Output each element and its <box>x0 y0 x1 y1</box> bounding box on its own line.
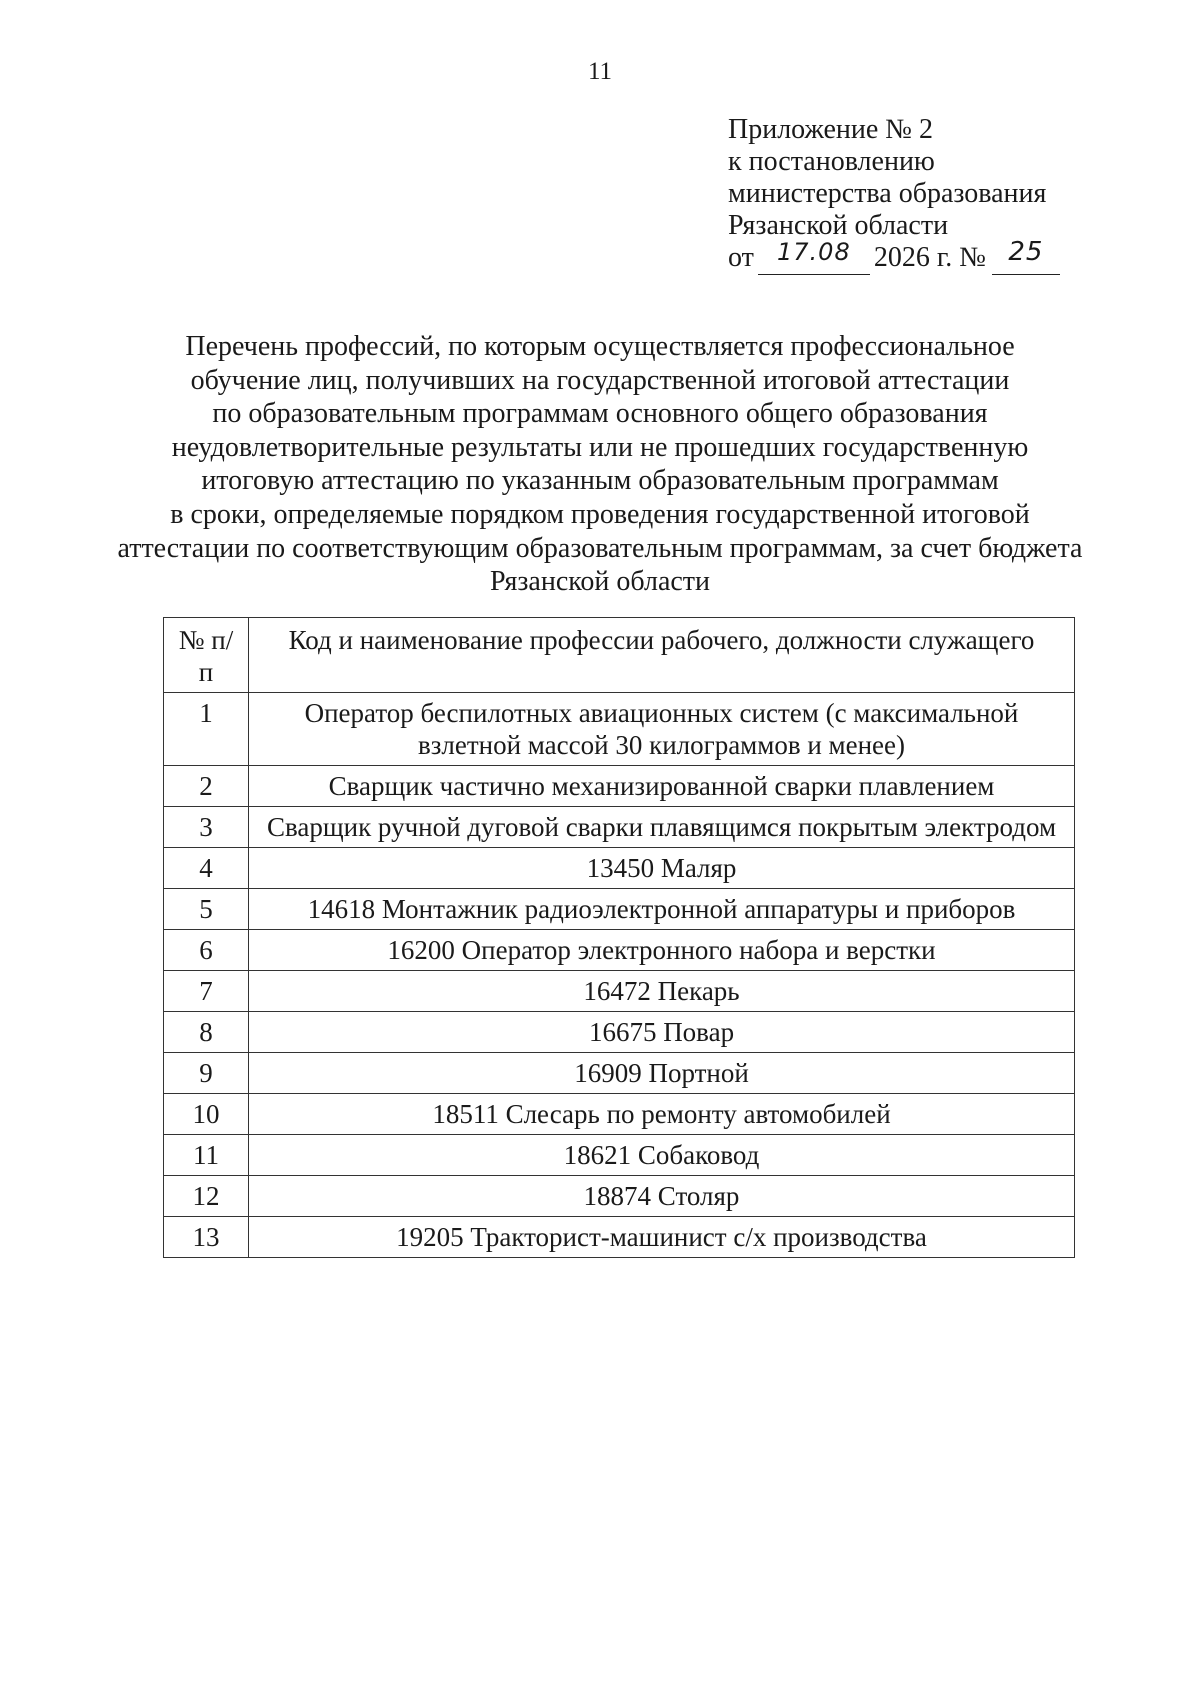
title-line: по образовательным программам основного общего образования <box>212 398 988 430</box>
row-profession: 19205 Тракторист-машинист с/х производства <box>249 1217 1075 1258</box>
table-row <box>164 971 1075 1012</box>
row-number: 8 <box>164 1012 249 1053</box>
row-number: 5 <box>164 889 249 930</box>
title-line: Рязанской области <box>489 566 711 598</box>
row-profession: 18621 Собаковод <box>249 1135 1075 1176</box>
table-row <box>164 693 1075 766</box>
row-profession: 18511 Слесарь по ремонту автомобилей <box>249 1094 1075 1135</box>
title-line: аттестации по соответствующим образовательным программам, за счет бюджета <box>117 532 1083 564</box>
row-profession: Сварщик ручной дуговой сварки плавящимся покрытым электродом <box>249 807 1075 848</box>
table-row <box>164 930 1075 971</box>
table-row <box>164 766 1075 807</box>
table-header-row <box>164 618 1075 693</box>
table-row <box>164 1012 1075 1053</box>
header-profession: Код и наименование профессии рабочего, должности служащего <box>249 618 1075 693</box>
row-profession: 16675 Повар <box>249 1012 1075 1053</box>
appendix-line-2: к постановлению <box>728 146 935 177</box>
row-number: 3 <box>164 807 249 848</box>
table-row <box>164 889 1075 930</box>
row-number: 1 <box>164 693 249 766</box>
appendix-line-1: Приложение № 2 <box>728 114 933 145</box>
row-number: 12 <box>164 1176 249 1217</box>
row-number: 4 <box>164 848 249 889</box>
row-number: 9 <box>164 1053 249 1094</box>
row-number: 13 <box>164 1217 249 1258</box>
title-line: в сроки, определяемые порядком проведения государственной итоговой <box>170 498 1030 530</box>
row-profession: Оператор беспилотных авиационных систем (с максимальной взлетной массой 30 килограммов и менее) <box>249 693 1075 766</box>
page-number: 11 <box>587 58 613 85</box>
row-number: 10 <box>164 1094 249 1135</box>
row-profession: 18874 Столяр <box>249 1176 1075 1217</box>
year-label: 2026 г. № <box>873 242 986 273</box>
appendix-date-line <box>728 237 1060 275</box>
row-profession: Сварщик частично механизированной сварки плавлением <box>249 766 1075 807</box>
title-line: обучение лиц, получивших на государственной итоговой аттестации <box>190 364 1010 396</box>
date-prefix: от <box>728 242 754 273</box>
row-number: 7 <box>164 971 249 1012</box>
table-row <box>164 1176 1075 1217</box>
row-profession: 16909 Портной <box>249 1053 1075 1094</box>
table-row <box>164 1053 1075 1094</box>
title-line: неудовлетворительные результаты или не прошедших государственную <box>171 431 1029 463</box>
row-number: 11 <box>164 1135 249 1176</box>
title-line: итоговую аттестацию по указанным образовательным программам <box>201 465 999 497</box>
professions-table <box>163 617 1075 1258</box>
appendix-line-3: министерства образования <box>728 178 1047 209</box>
row-profession: 13450 Маляр <box>249 848 1075 889</box>
table-row <box>164 1094 1075 1135</box>
row-profession: 16200 Оператор электронного набора и верстки <box>249 930 1075 971</box>
row-profession: 14618 Монтажник радиоэлектронной аппаратуры и приборов <box>249 889 1075 930</box>
row-number: 2 <box>164 766 249 807</box>
table-row <box>164 1217 1075 1258</box>
appendix-header <box>728 114 1060 275</box>
title-line: Перечень профессий, по которым осуществляется профессиональное <box>185 331 1015 362</box>
handwritten-date: 17.08 <box>758 242 870 275</box>
appendix-line-4: Рязанской области <box>728 210 949 241</box>
row-number: 6 <box>164 930 249 971</box>
handwritten-number: 25 <box>992 242 1060 275</box>
header-number: № п/п <box>164 618 249 693</box>
table-row <box>164 807 1075 848</box>
table-row <box>164 848 1075 889</box>
document-title <box>100 330 1100 599</box>
table-row <box>164 1135 1075 1176</box>
row-profession: 16472 Пекарь <box>249 971 1075 1012</box>
